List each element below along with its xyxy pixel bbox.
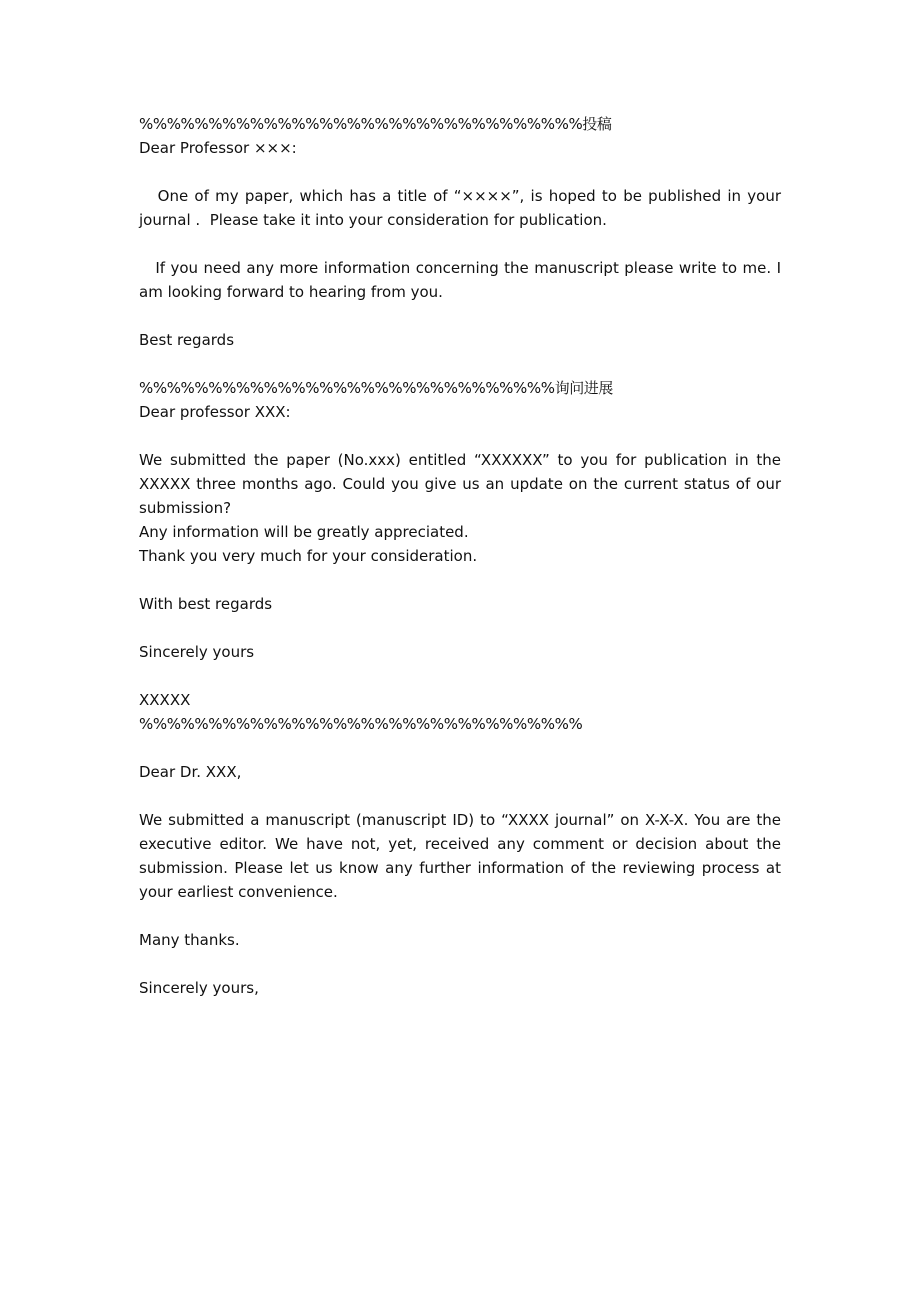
- closing-sincerely: Sincerely yours: [139, 643, 255, 661]
- paragraph-more-info: If you need any more information concerning the manuscript please write to me. I am looking forward to hearing from you.: [139, 259, 786, 301]
- spacer: [139, 664, 781, 688]
- separator-inquiry: %%%%%%%%%%%%%%%%%%%%%%%%%%%%%%询问进展: [139, 379, 613, 397]
- closing-best-regards: Best regards: [139, 331, 235, 349]
- paragraph-status-inquiry: We submitted the paper (No.xxx) entitled “XXXXXX” to you for publication in the XXXXX three months ago. Could you give us an update on the current status of our submission?: [139, 451, 786, 517]
- separator-third: %%%%%%%%%%%%%%%%%%%%%%%%%%%%%%%%: [139, 715, 583, 733]
- spacer: [139, 568, 781, 592]
- spacer: [139, 232, 781, 256]
- line-many-thanks: Many thanks.: [139, 931, 240, 949]
- salutation-dr: Dear Dr. XXX,: [139, 763, 242, 781]
- salutation-professor: Dear Professor ×××:: [139, 139, 297, 157]
- signature: XXXXX: [139, 691, 191, 709]
- line-appreciation: Any information will be greatly appreciated.: [139, 523, 469, 541]
- spacer: [139, 160, 781, 184]
- closing-sincerely-yours: Sincerely yours,: [139, 979, 259, 997]
- spacer: [139, 352, 781, 376]
- spacer: [139, 424, 781, 448]
- spacer: [139, 304, 781, 328]
- spacer: [139, 736, 781, 760]
- paragraph-submission: One of my paper, which has a title of “××××”, is hoped to be published in your journal . Please take it into your consideration for publication.: [139, 187, 786, 229]
- spacer: [139, 616, 781, 640]
- closing-with-best-regards: With best regards: [139, 595, 273, 613]
- spacer: [139, 952, 781, 976]
- document-page: [139, 112, 786, 1000]
- separator-submission: %%%%%%%%%%%%%%%%%%%%%%%%%%%%%%%%投稿: [139, 115, 612, 133]
- spacer: [139, 784, 781, 808]
- line-thanks: Thank you very much for your consideration.: [139, 547, 478, 565]
- salutation-professor-xxx: Dear professor XXX:: [139, 403, 291, 421]
- paragraph-manuscript-status: We submitted a manuscript (manuscript ID) to “XXXX journal” on X-X-X. You are the executive editor. We have not, yet, received any comment or decision about the submission. Please let us know any further information of the reviewing process at your earliest convenience.: [139, 811, 786, 901]
- spacer: [139, 904, 781, 928]
